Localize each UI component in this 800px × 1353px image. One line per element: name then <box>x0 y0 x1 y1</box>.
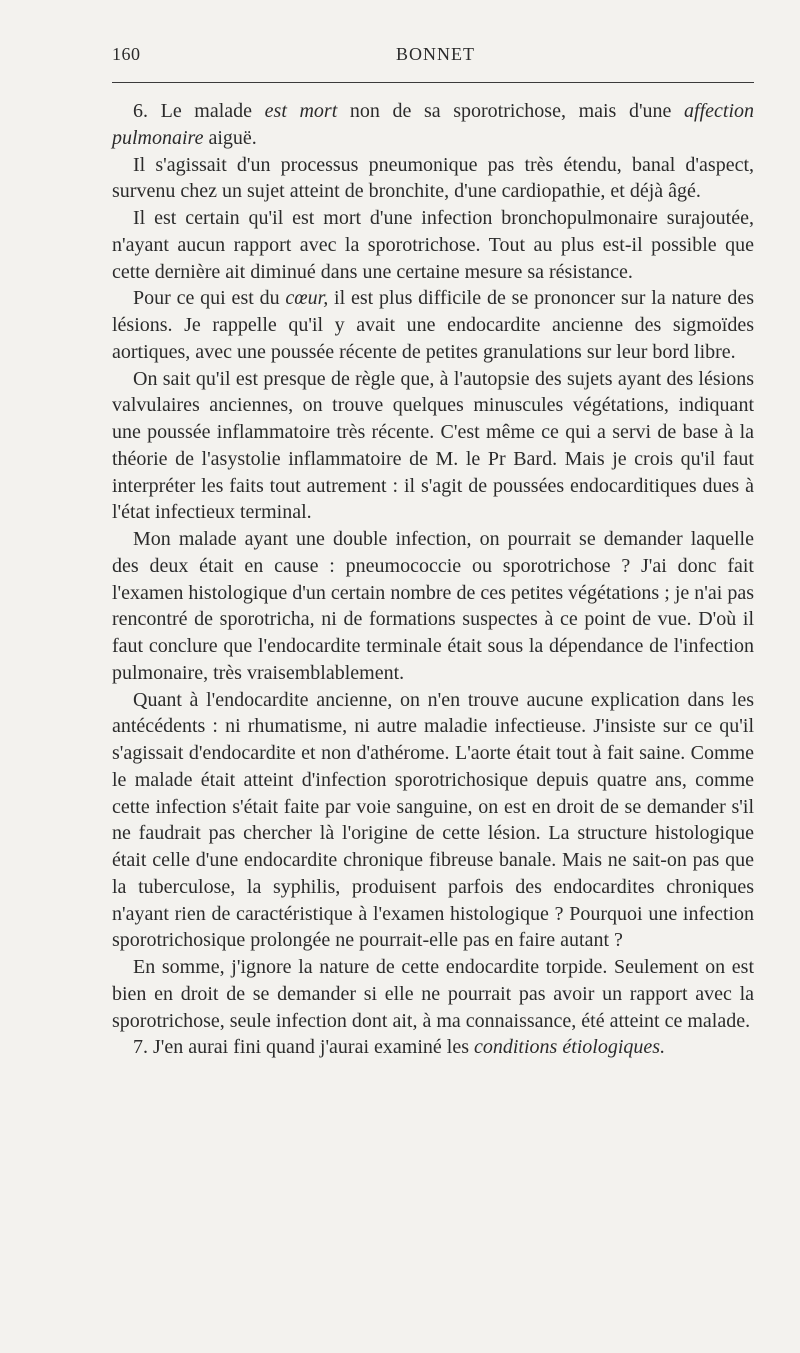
paragraph-item-7 <box>112 1034 754 1061</box>
emphasis-text: cœur, <box>285 287 329 310</box>
paragraph-text: aiguë. <box>203 126 257 149</box>
paragraph: Il s'agissait d'un processus pneumonique pas très étendu, banal d'aspect, survenu chez un sujet atteint de bronchite, d'une cardiopathie, et déjà âgé. <box>112 153 754 203</box>
paragraph <box>112 285 754 365</box>
paragraph-text: non de sa sporotrichose, mais d'une <box>337 100 685 122</box>
paragraph: Il est certain qu'il est mort d'une infection bronchopulmonaire surajoutée, n'ayant aucun rapport avec la sporotrichose. Tout au plus est-il possible que cette dernière ait diminué dans une certaine mesure sa résistance. <box>112 207 754 283</box>
paragraph: On sait qu'il est presque de règle que, à l'autopsie des sujets ayant des lésions valvulaires anciennes, on trouve quelques minuscules végétations, indiquant une poussée inflammatoire très récente. C'est même ce qui a servi de base à la théorie de l'asystolie inflammatoire de M. le Pr Bard. Mais je crois qu'il faut interpréter les faits tout autrement : il s'agit de poussées endocarditiques dues à l'état infectieux terminal. <box>112 367 754 524</box>
body-text <box>112 98 754 1061</box>
emphasis-text: est mort <box>264 100 338 122</box>
paragraph-item-6 <box>112 98 754 152</box>
running-head <box>112 44 754 74</box>
page-number: 160 <box>112 44 141 64</box>
paragraph-text: Pour ce qui est du <box>133 287 286 310</box>
emphasis-text: conditions étiologiques. <box>473 1036 666 1059</box>
paragraph: Quant à l'endocardite ancienne, on n'en trouve aucune explication dans les antécédents : ni rhumatisme, ni autre maladie infectieuse. J'insiste sur ce qu'il s'agissait d'endocardite et non d'athérome. L'aorte était tout à fait saine. Comme le malade était atteint d'infection sporotrichosique depuis quatre ans, comme cette infection s'était faite par voie sanguine, on est en droit de se demander s'il ne faudrait pas chercher là l'origine de cette lésion. La structure histologique était celle d'une endocardite chronique fibreuse banale. Mais ne sait-on pas que la tuberculose, la syphilis, produisent parfois des endocardites chroniques n'ayant rien de caractéristique à l'examen histologique ? Pourquoi une infection sporotrichosique prolongée ne pourrait-elle pas en faire autant ? <box>112 688 754 952</box>
paragraph: Mon malade ayant une double infection, on pourrait se demander laquelle des deux était en cause : pneumococcie ou sporotrichose ? J'ai donc fait l'examen histologique d'un certain nombre de ces petites végétations ; je n'ai pas rencontré de sporotricha, ni de formations suspectes à ce point de vue. D'où il faut conclure que l'endocardite terminale était sous la dépendance de l'infection pulmonaire, très vraisemblablement. <box>112 528 754 684</box>
header-rule <box>112 82 754 83</box>
emphasis-text: affection pulmonaire <box>112 100 755 149</box>
paragraph: En somme, j'ignore la nature de cette endocardite torpide. Seulement on est bien en droit de se demander si elle ne pourrait pas avoir un rapport avec la sporotrichose, seule infection dont ait, à ma connaissance, été atteint ce malade. <box>112 956 754 1032</box>
paragraph-text: 7. J'en aurai fini quand j'aurai examiné les <box>133 1036 474 1059</box>
running-title: BONNET <box>396 44 475 64</box>
paragraph-text: 6. Le malade <box>133 100 265 122</box>
paragraph-text: il est plus difficile de se prononcer sur la nature des lésions. Je rappelle qu'il y avait une endocardite ancienne des sigmoïdes aortiques, avec une poussée récente de petites granulations sur leur bord libre. <box>112 287 754 363</box>
